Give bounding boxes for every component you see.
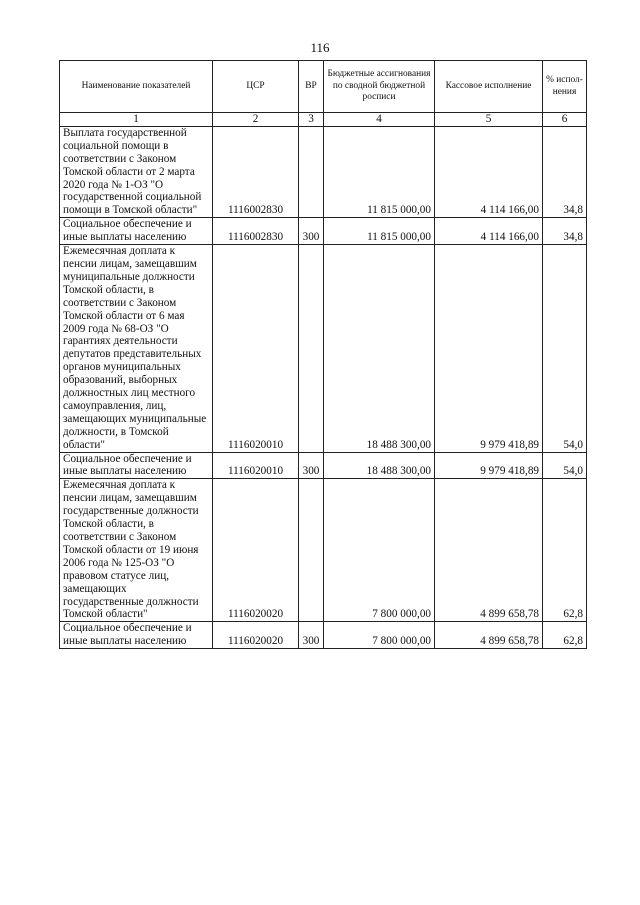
row-csr: 1116020010 [213, 245, 299, 453]
row-cash-execution: 9 979 418,89 [435, 245, 543, 453]
table-row [60, 218, 587, 245]
header-cash-execution: Кассовое исполнение [435, 61, 543, 113]
table-row [60, 479, 587, 622]
row-name: Социальное обеспечение и иные выплаты населению [60, 622, 213, 649]
table-row [60, 622, 587, 649]
column-number: 4 [324, 113, 435, 127]
row-vr [299, 245, 324, 453]
table-row [60, 126, 587, 217]
row-cash-execution: 4 114 166,00 [435, 218, 543, 245]
row-percent: 62,8 [543, 479, 587, 622]
header-vr: ВР [299, 61, 324, 113]
header-csr: ЦСР [213, 61, 299, 113]
column-number-row [60, 113, 587, 127]
row-vr: 300 [299, 218, 324, 245]
row-assignments: 7 800 000,00 [324, 622, 435, 649]
row-name: Ежемесячная доплата к пенсии лицам, замещавшим муниципальные должности Томской области, в соответствии с Законом Томской области от 6 мая 2009 года № 68-ОЗ "О гарантиях деятельности депутатов представительных органов муниципальных образований, выборных должностных лиц местного самоуправления, лиц, замещающих муниципальные должности, в Томской области" [60, 245, 213, 453]
row-name: Социальное обеспечение и иные выплаты населению [60, 218, 213, 245]
row-name: Социальное обеспечение и иные выплаты населению [60, 452, 213, 479]
column-number: 5 [435, 113, 543, 127]
row-csr: 1116020020 [213, 622, 299, 649]
row-assignments: 18 488 300,00 [324, 245, 435, 453]
row-vr: 300 [299, 452, 324, 479]
row-cash-execution: 9 979 418,89 [435, 452, 543, 479]
header-percent: % испол-нения [543, 61, 587, 113]
header-name: Наименование показателей [60, 61, 213, 113]
column-number: 1 [60, 113, 213, 127]
row-assignments: 11 815 000,00 [324, 218, 435, 245]
row-percent: 54,0 [543, 245, 587, 453]
row-vr [299, 126, 324, 217]
row-cash-execution: 4 899 658,78 [435, 622, 543, 649]
row-assignments: 18 488 300,00 [324, 452, 435, 479]
column-number: 6 [543, 113, 587, 127]
header-assignments: Бюджетные ассигнования по сводной бюджетной росписи [324, 61, 435, 113]
row-csr: 1116002830 [213, 218, 299, 245]
page-number: 116 [310, 40, 330, 55]
table-row [60, 452, 587, 479]
row-cash-execution: 4 899 658,78 [435, 479, 543, 622]
column-number: 3 [299, 113, 324, 127]
column-number: 2 [213, 113, 299, 127]
row-cash-execution: 4 114 166,00 [435, 126, 543, 217]
row-name: Ежемесячная доплата к пенсии лицам, замещавшим государственные должности Томской области, в соответствии с Законом Томской области от 19 июня 2006 года № 125-ОЗ "О правовом статусе лиц, замещающих государственные должности Томской области" [60, 479, 213, 622]
row-assignments: 11 815 000,00 [324, 126, 435, 217]
row-percent: 34,8 [543, 218, 587, 245]
row-csr: 1116020020 [213, 479, 299, 622]
row-csr: 1116020010 [213, 452, 299, 479]
row-percent: 54,0 [543, 452, 587, 479]
header-row [60, 61, 587, 113]
row-vr: 300 [299, 622, 324, 649]
budget-table [59, 60, 587, 649]
row-percent: 62,8 [543, 622, 587, 649]
row-percent: 34,8 [543, 126, 587, 217]
table-row [60, 245, 587, 453]
row-csr: 1116002830 [213, 126, 299, 217]
row-assignments: 7 800 000,00 [324, 479, 435, 622]
row-vr [299, 479, 324, 622]
row-name: Выплата государственной социальной помощи в соответствии с Законом Томской области от 2 марта 2020 года № 1-ОЗ "О государственной социальной помощи в Томской области" [60, 126, 213, 217]
